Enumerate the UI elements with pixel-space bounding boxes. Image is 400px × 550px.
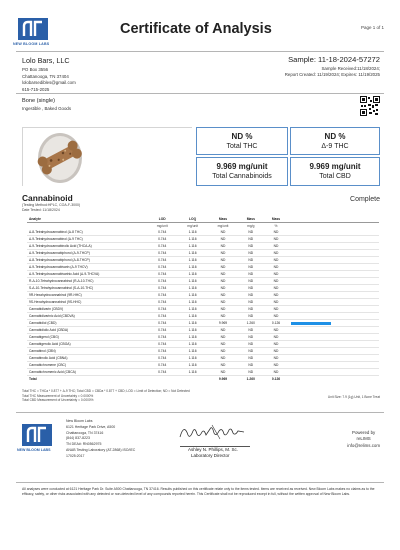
analyte-name: Cannabinolic Acid (CBNA): [27, 355, 147, 362]
total-cbd-box: [290, 157, 380, 186]
client-name: Lolo Bars, LLC: [22, 56, 70, 65]
table-cell: ND: [208, 264, 238, 271]
footer-logo-icon: [22, 424, 52, 446]
result-bar-cell: [289, 334, 379, 341]
table-cell: ND: [208, 271, 238, 278]
table-cell: ND: [263, 257, 288, 264]
lab-iso: 17025:2017: [66, 453, 85, 458]
lab-address-2: Chattanooga, TN 37416: [66, 430, 104, 435]
result-bar-cell: [289, 306, 379, 313]
table-cell: 1.260: [238, 320, 263, 327]
total-cbd-value: 9.969 mg/unit: [309, 162, 361, 171]
analyte-name: Δ-9-Tetrahydrocannabinolic Acid (THCA-A): [27, 243, 147, 250]
table-cell: 0.744: [147, 243, 177, 250]
analyte-name: Cannabidivarinic Acid (CBDVA): [27, 313, 147, 320]
table-cell: 0.744: [147, 257, 177, 264]
table-row: [27, 348, 379, 355]
total-thc-box: [196, 127, 288, 155]
table-cell: 0.744: [147, 292, 177, 299]
table-cell: ND: [208, 362, 238, 369]
table-row: [27, 250, 379, 257]
table-row: [27, 285, 379, 292]
lab-phone: (844) 837-8223: [66, 436, 90, 441]
table-cell: 1.116: [177, 236, 207, 243]
result-bar-cell: [289, 313, 379, 320]
unit-size: Unit Size: 7.9 (1g) Unit, 1 Bone Treat: [327, 395, 380, 399]
table-cell: 1.116: [177, 313, 207, 320]
table-cell: ND: [263, 334, 288, 341]
total-cell: [177, 376, 207, 383]
analyte-name: 9S-Hexahydrocannabinol (9S-HHC): [27, 299, 147, 306]
table-cell: ND: [263, 292, 288, 299]
table-cell: ND: [208, 341, 238, 348]
table-cell: ND: [238, 236, 263, 243]
page-title: Certificate of Analysis: [120, 21, 272, 37]
table-cell: ND: [238, 271, 263, 278]
table-cell: ND: [238, 348, 263, 355]
total-thc-label: Total THC: [226, 143, 258, 150]
table-cell: ND: [208, 257, 238, 264]
table-row: [27, 369, 379, 376]
table-cell: 0.744: [147, 313, 177, 320]
testing-method: (Testing Method:HPLC, COA-F-3000): [22, 203, 81, 207]
table-cell: 0.744: [147, 320, 177, 327]
table-cell: ND: [208, 236, 238, 243]
result-bar-cell: [289, 278, 379, 285]
table-cell: 0.744: [147, 250, 177, 257]
total-cell: 9.969: [218, 377, 228, 382]
table-cell: 1.116: [177, 278, 207, 285]
table-cell: 0.744: [147, 369, 177, 376]
result-bar-cell: [289, 355, 379, 362]
table-cell: ND: [263, 236, 288, 243]
total-cell: [289, 376, 379, 383]
table-cell: ND: [263, 341, 288, 348]
table-row: [27, 313, 379, 320]
table-cell: ND: [263, 285, 288, 292]
col-mass-g: Mass: [238, 216, 263, 223]
table-body: [27, 223, 379, 383]
col-loq: LOQ: [177, 216, 207, 223]
result-bar-cell: [289, 236, 379, 243]
table-cell: ND: [208, 348, 238, 355]
table-row: [27, 257, 379, 264]
table-cell: ND: [208, 299, 238, 306]
result-bar-cell: [289, 257, 379, 264]
notes-line-1: Total THC = THCa * 0.877 + Δ-9 THC; Total CBD = CBDa * 0.877 + CBD; LOD = Limit of Detection; ND = Not Detected: [22, 389, 190, 393]
result-bar-cell: [289, 327, 379, 334]
table-row: [27, 341, 379, 348]
table-cell: 1.116: [177, 320, 207, 327]
table-cell: 1.116: [177, 243, 207, 250]
table-cell: ND: [238, 313, 263, 320]
result-bar-cell: [289, 271, 379, 278]
powered-by: [347, 430, 380, 449]
table-cell: ND: [263, 327, 288, 334]
table-cell: ND: [238, 334, 263, 341]
client-address-2: Chattanooga, TN 37404: [22, 73, 69, 79]
table-row: [27, 320, 379, 327]
report-dates: Report Created: 11/19/2024; Expires: 11/19/2025: [284, 72, 380, 78]
total-cbd-label: Total CBD: [319, 173, 351, 180]
client-email: lolobarsedibles@gmail.com: [22, 80, 76, 86]
col-mass-unit: Mass: [208, 216, 238, 223]
total-cannabinoids-value: 9.969 mg/unit: [216, 162, 268, 171]
table-cell: ND: [263, 362, 288, 369]
table-cell: ND: [263, 348, 288, 355]
lab-address-1: 6121 Heritage Park Drive, A500: [66, 424, 116, 429]
table-cell: ND: [208, 369, 238, 376]
unit-cell: %: [274, 224, 278, 229]
table-units-row: [27, 223, 379, 230]
d9-thc-value: ND %: [324, 132, 346, 141]
analyte-name: Cannabidivarin (CBDV): [27, 306, 147, 313]
table-cell: ND: [238, 285, 263, 292]
d9-thc-label: Δ-9 THC: [321, 143, 349, 150]
table-cell: 0.744: [147, 306, 177, 313]
table-cell: 0.744: [147, 229, 177, 236]
table-cell: ND: [238, 341, 263, 348]
section-title: Cannabinoid: [22, 193, 73, 203]
lab-address: [66, 419, 135, 460]
table-cell: ND: [263, 306, 288, 313]
product-info: [22, 98, 71, 111]
col-lod: LOD: [147, 216, 177, 223]
lab-anab: ANAB Testing Laboratory (AT-2868) ISO/IEC: [66, 447, 136, 452]
table-cell: ND: [238, 278, 263, 285]
analyte-name: S-Δ-10-Tetrahydrocannabinol (S-Δ-10-THC): [27, 285, 147, 292]
lab-logo-icon: [18, 18, 48, 40]
analyte-name: Cannabidiol (CBD): [27, 320, 147, 327]
footer-logo-text: NEW BLOOM LABS: [17, 448, 51, 452]
table-cell: ND: [238, 299, 263, 306]
client-address-1: PO Box 3556: [22, 67, 49, 72]
table-cell: ND: [208, 313, 238, 320]
product-photo: [22, 127, 192, 186]
table-cell: ND: [238, 229, 263, 236]
table-cell: 1.116: [177, 257, 207, 264]
col-bar: [289, 216, 379, 223]
table-cell: ND: [238, 243, 263, 250]
table-cell: 0.744: [147, 327, 177, 334]
table-row: [27, 306, 379, 313]
table-cell: 1.116: [177, 292, 207, 299]
table-cell: 1.116: [177, 250, 207, 257]
disclaimer-divider: [16, 482, 384, 483]
analyte-name: Δ-9-Tetrahydrocannabivarin (Δ-9 THCV): [27, 264, 147, 271]
table-cell: ND: [208, 306, 238, 313]
table-cell: ND: [263, 271, 288, 278]
unit-cell: [289, 223, 379, 230]
analyte-name: 9R-Hexahydrocannabinol (9R-HHC): [27, 292, 147, 299]
analyte-name: Δ-8-Tetrahydrocannabiphorol (Δ-8-THCP): [27, 257, 147, 264]
table-cell: 1.116: [177, 348, 207, 355]
table-cell: ND: [208, 285, 238, 292]
table-cell: 1.116: [177, 229, 207, 236]
table-cell: ND: [208, 334, 238, 341]
table-cell: ND: [263, 299, 288, 306]
table-cell: 0.744: [147, 355, 177, 362]
table-cell: 1.116: [177, 285, 207, 292]
table-row: [27, 292, 379, 299]
client-info: [22, 56, 172, 93]
result-bar-cell: [289, 341, 379, 348]
result-bar: [291, 322, 331, 325]
result-bar-cell: [289, 369, 379, 376]
unit-cell: mg/g: [247, 224, 255, 229]
notes-line-3: Total CBD Measurement of Uncertainty = 0.0000%: [22, 398, 94, 403]
table-cell: ND: [208, 278, 238, 285]
status-badge: Complete: [350, 196, 380, 203]
table-cell: ND: [238, 292, 263, 299]
result-bar-cell: [289, 243, 379, 250]
table-cell: 1.116: [177, 355, 207, 362]
total-label: Total: [29, 377, 37, 382]
table-row: [27, 334, 379, 341]
table-cell: ND: [238, 327, 263, 334]
cannabinoid-table: [27, 216, 379, 383]
table-cell: ND: [263, 229, 288, 236]
table-cell: ND: [238, 369, 263, 376]
table-cell: ND: [238, 257, 263, 264]
unit-cell: mg/unit: [187, 224, 199, 229]
table-row: [27, 327, 379, 334]
table-row: [27, 264, 379, 271]
table-cell: 1.116: [177, 299, 207, 306]
lab-dea: TN DEA#: RN0562975: [66, 442, 102, 447]
result-bar-cell: [289, 264, 379, 271]
table-cell: ND: [238, 264, 263, 271]
table-cell: ND: [238, 355, 263, 362]
result-bar-cell: [289, 299, 379, 306]
total-cannabinoids-label: Total Cannabinoids: [212, 173, 272, 180]
lab-name: New Bloom Labs: [66, 419, 93, 423]
analyte-name: Cannabigerol (CBG): [27, 334, 147, 341]
table-cell: ND: [208, 250, 238, 257]
table-cell: 0.744: [147, 362, 177, 369]
table-cell: 0.744: [147, 271, 177, 278]
analyte-name: Cannabinol (CBN): [27, 348, 147, 355]
d9-thc-box: [290, 127, 380, 155]
table-row: [27, 271, 379, 278]
signer-name: Ashley N. Phillips, M. Sc.: [188, 447, 239, 452]
footer-divider: [16, 412, 384, 413]
header-divider: [16, 51, 384, 52]
total-thc-value: ND %: [231, 132, 253, 141]
product-type: Ingestible , Baked Goods: [22, 106, 72, 111]
unit-cell: mg/unit: [156, 224, 168, 229]
table-cell: 1.116: [177, 369, 207, 376]
table-cell: ND: [208, 243, 238, 250]
product-name: Bone (single): [22, 98, 55, 104]
table-cell: 0.744: [147, 278, 177, 285]
analyte-name: Cannabigerolic Acid (CBGA): [27, 341, 147, 348]
sample-id: Sample: 11-18-2024-57272: [288, 55, 380, 64]
table-cell: 0.744: [147, 264, 177, 271]
lab-logo-text: NEW BLOOM LABS: [13, 42, 50, 46]
result-bar-cell: [289, 292, 379, 299]
analyte-name: Δ-9-Tetrahydrocannabivarinic Acid (Δ-9-THCVA): [27, 271, 147, 278]
table-cell: ND: [263, 369, 288, 376]
table-row: [27, 236, 379, 243]
powered-by-label: Powered by: [352, 430, 376, 435]
table-cell: ND: [238, 250, 263, 257]
analyte-name: Δ-8-Tetrahydrocannabinol (Δ-8 THC): [27, 229, 147, 236]
table-cell: ND: [263, 278, 288, 285]
table-cell: ND: [263, 243, 288, 250]
notes-line-2: Total THC Measurement of Uncertainty = 0.0000%: [22, 393, 94, 398]
table-total-row: [27, 376, 379, 383]
table-cell: 1.116: [177, 271, 207, 278]
table-row: [27, 355, 379, 362]
analyte-name: Δ-9-Tetrahydrocannabiphorol (Δ-9-THCP): [27, 250, 147, 257]
table-cell: 0.744: [147, 334, 177, 341]
table-cell: 0.744: [147, 341, 177, 348]
total-cell: [147, 376, 177, 383]
col-mass-pct: Mass: [263, 216, 288, 223]
table-cell: ND: [263, 355, 288, 362]
col-analyte: Analyte: [27, 216, 147, 223]
table-cell: 9.969: [208, 320, 238, 327]
powered-by-email[interactable]: info@relims.com: [347, 442, 380, 448]
table-cell: 0.744: [147, 236, 177, 243]
powered-by-name: reLIMS: [356, 436, 371, 442]
table-cell: 0.744: [147, 348, 177, 355]
table-cell: 0.126: [263, 320, 288, 327]
table-row: [27, 362, 379, 369]
analyte-name: Cannabidiolic Acid (CBDA): [27, 327, 147, 334]
qr-code-icon[interactable]: [360, 96, 380, 116]
table-row: [27, 278, 379, 285]
client-divider: [16, 93, 384, 94]
result-bar-cell: [289, 250, 379, 257]
unit-cell: [27, 223, 147, 230]
client-phone: 615-715-2025: [22, 86, 50, 92]
table-cell: ND: [208, 355, 238, 362]
table-cell: 0.744: [147, 299, 177, 306]
signer-title: Laboratory Director: [191, 453, 230, 458]
analyte-name: Cannabichromene (CBC): [27, 362, 147, 369]
table-cell: ND: [238, 362, 263, 369]
table-cell: ND: [263, 264, 288, 271]
table-cell: ND: [208, 229, 238, 236]
disclaimer: All analyses were conducted at 6121 Heritage Park Dr. Suite A500 Chattanooga, TN 37416. Results published on this certificate relate only to the items tested. Items are received as received. New Bloom Labs makes no claims as to the efficacy, safety, or other risks associated with any detected or non-detected level of any compounds reported herein. This Certificate shall not be reproduced except in full, without the written approval of New Bloom Labs.: [22, 487, 375, 497]
sample-info: [180, 55, 380, 78]
table-row: [27, 229, 379, 236]
table-cell: ND: [238, 306, 263, 313]
result-bar-cell: [289, 229, 379, 236]
table-cell: ND: [208, 327, 238, 334]
table-cell: ND: [263, 250, 288, 257]
table-cell: 1.116: [177, 334, 207, 341]
table-cell: 0.744: [147, 285, 177, 292]
table-cell: 1.116: [177, 327, 207, 334]
total-cannabinoids-box: [196, 157, 288, 186]
table-cell: 1.116: [177, 362, 207, 369]
table-cell: 1.116: [177, 306, 207, 313]
table-row: [27, 299, 379, 306]
total-cell: 1.260: [246, 377, 255, 382]
analyte-name: Cannabichromenic Acid (CBCA): [27, 369, 147, 376]
table-header-row: [27, 216, 379, 223]
analyte-name: R-Δ-10-Tetrahydrocannabinol (R-Δ-10-THC): [27, 278, 147, 285]
result-bar-cell: [289, 285, 379, 292]
sample-received: Sample Received:11/18/2024;: [321, 66, 380, 71]
result-bar-cell: [289, 348, 379, 355]
analyte-name: Δ-9-Tetrahydrocannabinol (Δ-9 THC): [27, 236, 147, 243]
table-cell: ND: [208, 292, 238, 299]
result-bar-cell: [289, 320, 379, 327]
date-tested: Date Tested: 11/18/2024: [22, 208, 60, 212]
table-cell: 1.116: [177, 264, 207, 271]
table-cell: 1.116: [177, 341, 207, 348]
page-number: Page 1 of 1: [360, 25, 384, 30]
table-cell: ND: [263, 313, 288, 320]
unit-cell: mg/unit: [217, 224, 229, 229]
total-cell: 0.126: [271, 377, 281, 382]
table-row: [27, 243, 379, 250]
result-bar-cell: [289, 362, 379, 369]
